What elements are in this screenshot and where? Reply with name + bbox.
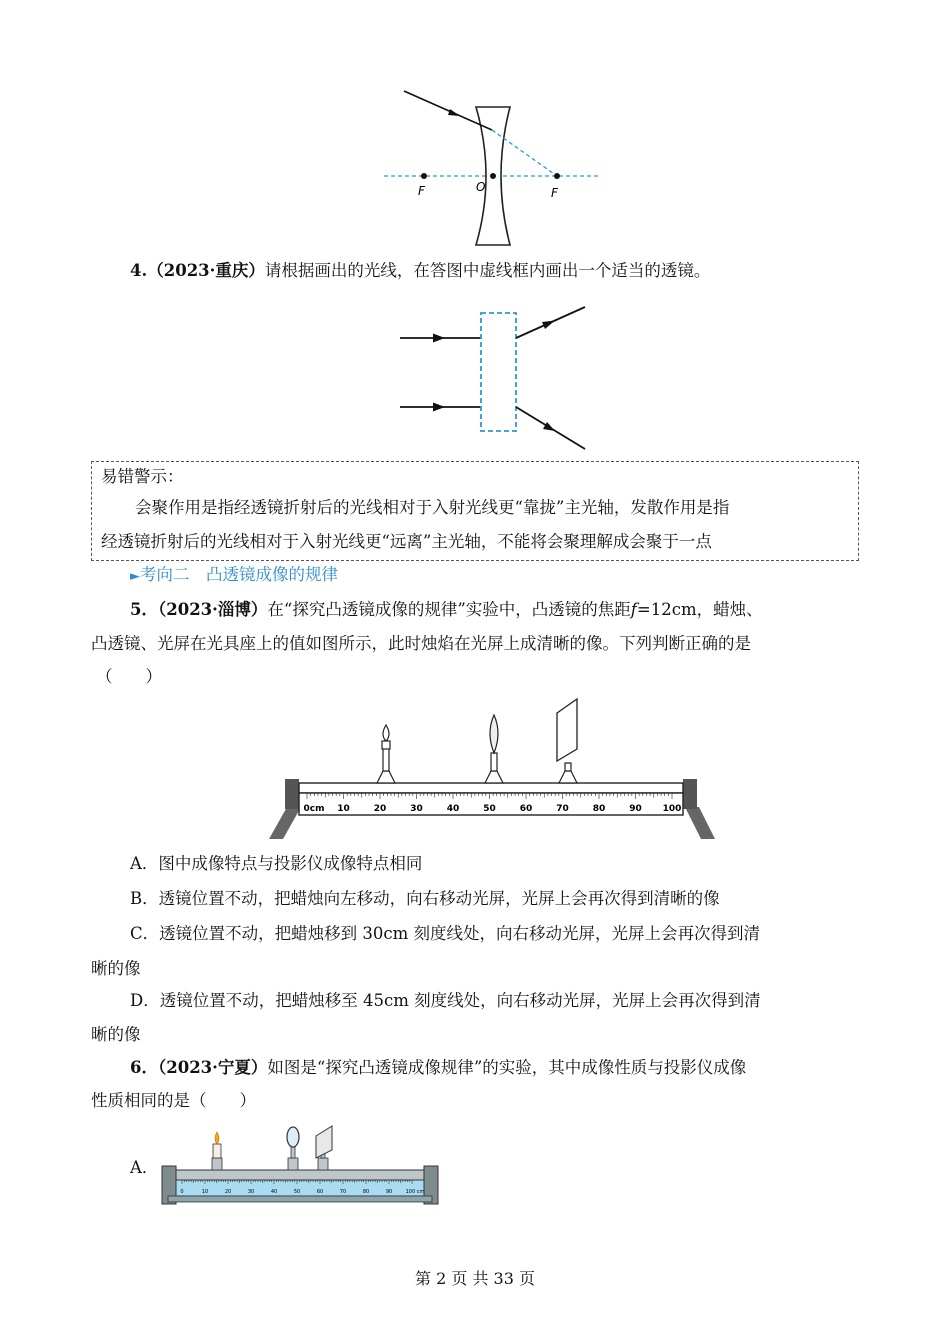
ray-arrow <box>433 403 445 412</box>
bench-leg-left <box>269 807 301 839</box>
ray-arrow <box>542 321 555 330</box>
scale-label: 0cm <box>303 804 325 814</box>
section-marker: ► <box>130 569 140 584</box>
scale-label: 70 <box>556 804 569 814</box>
section-heading <box>130 563 338 589</box>
scale-label: 20 <box>224 1189 232 1195</box>
q5-option-c-1: C．透镜位置不动，把蜡烛移到 30cm 刻度线处，向右移动光屏，光屏上会再次得到清 <box>130 924 760 943</box>
scale-label: 70 <box>339 1189 347 1195</box>
light-screen <box>557 699 577 783</box>
q4-number: 4. <box>130 261 148 280</box>
scale-label: 50 <box>483 804 496 814</box>
section-title: 考向二 凸透镜成像的规律 <box>140 565 338 584</box>
optical-center-point <box>490 173 496 179</box>
scale-label: 20 <box>373 804 387 814</box>
page-footer: 第 2 页 共 33 页 <box>415 1269 535 1288</box>
bench-leg-right <box>685 807 715 839</box>
q4-line <box>130 259 710 283</box>
scale-label: 60 <box>316 1189 324 1195</box>
scale-label: 80 <box>362 1189 370 1195</box>
scale-label: 10 <box>337 804 350 814</box>
scale-label: 40 <box>446 804 460 814</box>
scale-label: 90 <box>629 804 642 814</box>
bench-rail <box>176 1170 424 1180</box>
label-f-left: F <box>418 184 425 198</box>
q6-text: 如图是“探究凸透镜成像规律”的实验，其中成像性质与投影仪成像 <box>267 1058 747 1077</box>
scale-label: 30 <box>410 804 423 814</box>
focal-length-symbol: f <box>630 600 637 619</box>
scale-label: 10 <box>201 1189 209 1195</box>
q5-source: （2023·淄博） <box>157 600 268 619</box>
warning-title: 易错警示： <box>101 467 184 486</box>
q5-option-d-2: 晰的像 <box>91 1025 141 1044</box>
q5-option-d-1: D．透镜位置不动，把蜡烛移至 45cm 刻度线处，向右移动光屏，光屏上会再次得到清 <box>130 991 761 1010</box>
q6-source: （2023·宁夏） <box>157 1058 268 1077</box>
dashed-box-figure <box>395 305 595 455</box>
bench-end-right <box>683 779 697 809</box>
label-f-right: F <box>551 186 558 200</box>
bench-rail <box>299 783 683 793</box>
candle <box>212 1132 222 1170</box>
bench-base <box>168 1196 432 1202</box>
ray-arrow <box>543 422 555 431</box>
q6-option-a-label: A． <box>130 1158 159 1177</box>
q5-text-b: =12cm，蜡烛、 <box>636 600 763 619</box>
warning-line-1: 会聚作用是指经透镜折射后的光线相对于入射光线更“靠拢”主光轴，发散作用是指 <box>135 498 730 517</box>
q5-number: 5． <box>130 600 158 619</box>
convex-lens <box>485 715 503 783</box>
q5-line-2: 凸透镜、光屏在光具座上的值如图所示，此时烛焰在光屏上成清晰的像。下列判断正确的是 <box>91 634 751 653</box>
q5-line-3: （ ） <box>96 667 162 686</box>
label-o: O <box>476 180 486 194</box>
scale-label: 100 cm <box>405 1189 425 1195</box>
concave-lens-figure <box>380 85 605 250</box>
scale-label: 0 <box>180 1189 184 1195</box>
q6-option-a-figure <box>160 1122 442 1208</box>
dashed-lens-box <box>481 313 516 431</box>
q6-number: 6． <box>130 1058 158 1077</box>
light-screen <box>316 1126 332 1170</box>
scale-label: 40 <box>270 1189 278 1195</box>
scale-label: 80 <box>592 804 606 814</box>
q5-option-b: B．透镜位置不动，把蜡烛向左移动，向右移动光屏，光屏上会再次得到清晰的像 <box>130 889 720 908</box>
q4-source: （2023·重庆） <box>147 261 265 280</box>
scale-label: 100 <box>662 804 682 814</box>
q5-text-a: 在“探究凸透镜成像的规律”实验中，凸透镜的焦距 <box>267 600 631 619</box>
convex-lens <box>287 1127 299 1170</box>
q6-line-1 <box>130 1056 746 1080</box>
scale-label: 60 <box>519 804 533 814</box>
flame-icon <box>383 725 389 741</box>
scale-label: 30 <box>247 1189 255 1195</box>
focus-point-left <box>421 173 427 179</box>
bench-end-left <box>285 779 299 809</box>
scale-label: 50 <box>293 1189 301 1195</box>
ray-arrow <box>448 109 460 116</box>
scale-label: 90 <box>385 1189 393 1195</box>
q5-option-a: A．图中成像特点与投影仪成像特点相同 <box>130 854 423 873</box>
flame-icon <box>215 1132 219 1144</box>
q6-line-2: 性质相同的是（ ） <box>91 1091 256 1110</box>
ray-arrow <box>433 334 445 343</box>
q5-line-1 <box>130 598 763 622</box>
q5-option-c-2: 晰的像 <box>91 959 141 978</box>
q4-text: 请根据画出的光线，在答图中虚线框内画出一个适当的透镜。 <box>264 261 711 280</box>
candle <box>377 725 395 783</box>
focus-point-right <box>554 173 560 179</box>
optical-bench-figure <box>265 695 725 843</box>
warning-line-2: 经透镜折射后的光线相对于入射光线更“远离”主光轴，不能将会聚理解成会聚于一点 <box>101 532 712 551</box>
